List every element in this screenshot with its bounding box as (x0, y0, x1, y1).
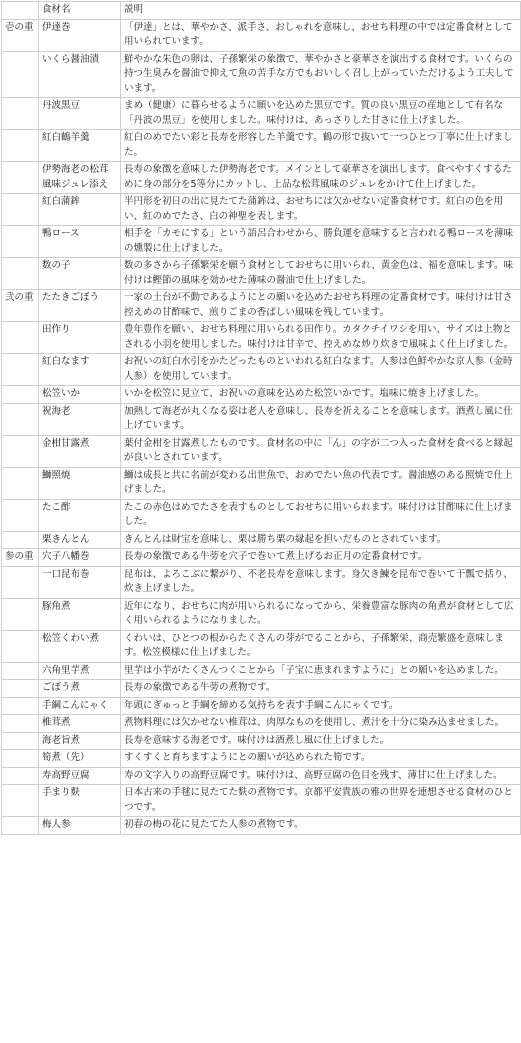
header-tier (2, 2, 39, 20)
ingredient-description: 長寿の象徴を意味した伊勢海老です。メインとして豪華さを演出します。食べやすくするために身の部分を5等分にカットし、上品な松茸風味のジュレをかけて仕上げました。 (121, 162, 521, 194)
ingredient-description: 近年になり、おせちに肉が用いられるになってから、栄養豊富な豚肉の角煮が食材として広く用いられるようになりました。 (121, 598, 521, 630)
ingredient-name: ごぼう煮 (39, 680, 121, 698)
table-body (2, 19, 521, 834)
ingredient-name: 筍煮（先） (39, 750, 121, 768)
table-row (2, 354, 521, 386)
ingredient-description: 里芋は小芋がたくさんつくことから「子宝に恵まれますように」との願いを込めました。 (121, 662, 521, 680)
table-row (2, 322, 521, 354)
table-row (2, 19, 521, 51)
ingredient-description: くわいは、ひとつの根からたくさんの芽がでることから、子孫繁栄、商売繁盛を意味します。松笠模様に仕上げました。 (121, 630, 521, 662)
ingredient-name: 数の子 (39, 258, 121, 290)
tier-label (2, 162, 39, 194)
ingredient-name: 伊勢海老の松茸風味ジュレ添え (39, 162, 121, 194)
ingredient-description: きんとんは財宝を意味し、栗は勝ち栗の縁起を担いだものとされています。 (121, 531, 521, 549)
tier-label (2, 630, 39, 662)
table-row (2, 662, 521, 680)
tier-label: 参の重 (2, 549, 39, 567)
ingredient-name: 松笠くわい煮 (39, 630, 121, 662)
table-row (2, 767, 521, 785)
ingredient-description: 年頭にぎゅっと手綱を締める気持ちを表す手綱こんにゃくです。 (121, 697, 521, 715)
ingredient-name: 一口昆布巻 (39, 566, 121, 598)
ingredient-description: 日本古来の手毬に見たてた麩の煮物です。京都平安貴族の雅の世界を連想させる食材のひとつです。 (121, 785, 521, 817)
ingredient-description: 豊年豊作を願い、おせち料理に用いられる田作り。カタクチイワシを用い、サイズは上物とされる小羽を使用しました。味付けは甘辛で、控えめな炒り炊きで風味よく仕上げました。 (121, 322, 521, 354)
ingredient-description: お祝いの紅白水引をかたどったものといわれる紅白なます。人参は色鮮やかな京人参（金時人参）を使用しています。 (121, 354, 521, 386)
table-row (2, 98, 521, 130)
tier-label (2, 680, 39, 698)
ingredient-description: 半円形を初日の出に見たてた蒲鉾は、おせちには欠かせない定番食材です。紅白の色を用い、紅のめでたさ、白の神聖を表します。 (121, 194, 521, 226)
ingredient-name: 伊達巻 (39, 19, 121, 51)
ingredient-name: 海老旨煮 (39, 732, 121, 750)
ingredient-name: 六角里芋煮 (39, 662, 121, 680)
ingredient-name: 栗きんとん (39, 531, 121, 549)
table-row (2, 549, 521, 567)
header-description: 説明 (121, 2, 521, 20)
ingredient-name: 丹波黒豆 (39, 98, 121, 130)
ingredient-description: まめ（健康）に暮らせるように願いを込めた黒豆です。質の良い黒豆の産地として有名な「丹波の黒豆」を使用しました。味付けは、あっさりした甘さに仕上げました。 (121, 98, 521, 130)
table-header-row (2, 2, 521, 20)
tier-label (2, 715, 39, 733)
tier-label (2, 194, 39, 226)
tier-label (2, 386, 39, 404)
ingredient-description: たこの赤色はめでたさを表すものとしておせちに用いられます。味付けは甘酢味に仕上げました。 (121, 499, 521, 531)
tier-label (2, 98, 39, 130)
tier-label (2, 817, 39, 835)
ingredient-name: たたきごぼう (39, 290, 121, 322)
table-row (2, 598, 521, 630)
table-row (2, 499, 521, 531)
table-row (2, 130, 521, 162)
ingredient-name: いくら醤油漬 (39, 51, 121, 98)
table-row (2, 715, 521, 733)
ingredient-description: 相手を「カモにする」という語呂合わせから、勝負運を意味すると言われる鴨ロースを薄味の燻製に仕上げました。 (121, 226, 521, 258)
tier-label (2, 51, 39, 98)
ingredient-description: 長寿を意味する海老です。味付けは酒煮し風に仕上げました。 (121, 732, 521, 750)
ingredient-name: 田作り (39, 322, 121, 354)
tier-label (2, 467, 39, 499)
ingredient-name: 寿高野豆腐 (39, 767, 121, 785)
ingredient-name: 鰤照焼 (39, 467, 121, 499)
ingredient-description: 長寿の象徴である牛蒡を穴子で巻いて煮上げるお正月の定番食材です。 (121, 549, 521, 567)
tier-label (2, 531, 39, 549)
table-row (2, 680, 521, 698)
table-row (2, 785, 521, 817)
table-row (2, 817, 521, 835)
tier-label (2, 226, 39, 258)
ingredient-name: 穴子八幡巻 (39, 549, 121, 567)
ingredient-description: 寿の文字入りの高野豆腐です。味付けは、高野豆腐の色目を残す、薄甘に仕上げました。 (121, 767, 521, 785)
ingredient-description: 加熱して海老が丸くなる姿は老人を意味し、長寿を祈えることを意味します。酒煮し風に仕上げています。 (121, 403, 521, 435)
table-row (2, 194, 521, 226)
ingredient-description: 紅白のめでたい彩と長寿を形容した羊羹です。鶴の形で抜いて一つひとつ丁寧に仕上げました。 (121, 130, 521, 162)
tier-label (2, 322, 39, 354)
osechi-ingredient-table (1, 1, 521, 835)
tier-label (2, 566, 39, 598)
tier-label (2, 403, 39, 435)
tier-label (2, 354, 39, 386)
ingredient-name: 金柑甘露煮 (39, 435, 121, 467)
ingredient-description: 初春の梅の花に見たてた人参の煮物です。 (121, 817, 521, 835)
ingredient-description: 葉付金柑を甘露煮したものです。食材名の中に「ん」の字が二つ入った食材を食べると縁起が良いとされています。 (121, 435, 521, 467)
ingredient-description: いかを松笠に見立て、お祝いの意味を込めた松笠いかです。塩味に焼き上げました。 (121, 386, 521, 404)
ingredient-description: 一家の土台が不動であるようにとの願いを込めたおせち料理の定番食材です。味付けは甘さ控えめの甘酢味で、煎りごまの香ばしい風味を残しています。 (121, 290, 521, 322)
table-row (2, 226, 521, 258)
ingredient-name: 鴨ロース (39, 226, 121, 258)
ingredient-description: 鰤は成長と共に名前が変わる出世魚で、おめでたい魚の代表です。醤油感のある照焼で仕上げました。 (121, 467, 521, 499)
ingredient-description: 昆布は、よろこぶに繋がり、不老長寿を意味します。身欠き鰊を昆布で巻いて干瓢で括り、炊き上げました。 (121, 566, 521, 598)
ingredient-name: 紅白蒲鉾 (39, 194, 121, 226)
tier-label (2, 435, 39, 467)
ingredient-name: 紅白鶴羊羹 (39, 130, 121, 162)
table-row (2, 750, 521, 768)
ingredient-description: 「伊達」とは、華やかさ、派手さ、おしゃれを意味し、おせち料理の中では定番食材として用いられています。 (121, 19, 521, 51)
table-row (2, 386, 521, 404)
header-ingredient-name: 食材名 (39, 2, 121, 20)
ingredient-description: 煮物料理には欠かせない椎茸は、肉厚なものを使用し、煮汁を十分に染み込ませました。 (121, 715, 521, 733)
table-row (2, 531, 521, 549)
tier-label (2, 750, 39, 768)
tier-label (2, 499, 39, 531)
ingredient-name: 紅白なます (39, 354, 121, 386)
table-row (2, 566, 521, 598)
ingredient-description: 数の多さから子孫繁栄を願う食材としておせちに用いられ、黄金色は、福を意味します。味付けは鰹節の風味を効かせた薄味の醤油で仕上げました。 (121, 258, 521, 290)
table-row (2, 467, 521, 499)
table-row (2, 51, 521, 98)
ingredient-name: 手綱こんにゃく (39, 697, 121, 715)
ingredient-description: 長寿の象徴である牛蒡の煮物です。 (121, 680, 521, 698)
table-row (2, 258, 521, 290)
table-row (2, 162, 521, 194)
ingredient-name: 手まり麩 (39, 785, 121, 817)
tier-label: 弐の重 (2, 290, 39, 322)
ingredient-name: 松笠いか (39, 386, 121, 404)
tier-label (2, 785, 39, 817)
tier-label (2, 697, 39, 715)
table-row (2, 630, 521, 662)
tier-label (2, 258, 39, 290)
ingredient-description: すくすくと育ちますようにとの願いが込められた筍です。 (121, 750, 521, 768)
table-row (2, 403, 521, 435)
ingredient-name: 椎茸煮 (39, 715, 121, 733)
ingredient-name: 豚角煮 (39, 598, 121, 630)
tier-label: 壱の重 (2, 19, 39, 51)
ingredient-name: 祝海老 (39, 403, 121, 435)
table-row (2, 290, 521, 322)
tier-label (2, 662, 39, 680)
ingredient-description: 鮮やかな朱色の卵は、子孫繁栄の象徴で、華やかさと豪華さを演出する食材です。いくらの持つ生臭みを醤油で抑えて魚の苦手な方でもおいしく召し上がっていただけるよう工夫しています。 (121, 51, 521, 98)
table-row (2, 697, 521, 715)
tier-label (2, 130, 39, 162)
table-row (2, 435, 521, 467)
table-row (2, 732, 521, 750)
tier-label (2, 598, 39, 630)
tier-label (2, 732, 39, 750)
ingredient-name: 梅人参 (39, 817, 121, 835)
tier-label (2, 767, 39, 785)
ingredient-name: たこ酢 (39, 499, 121, 531)
